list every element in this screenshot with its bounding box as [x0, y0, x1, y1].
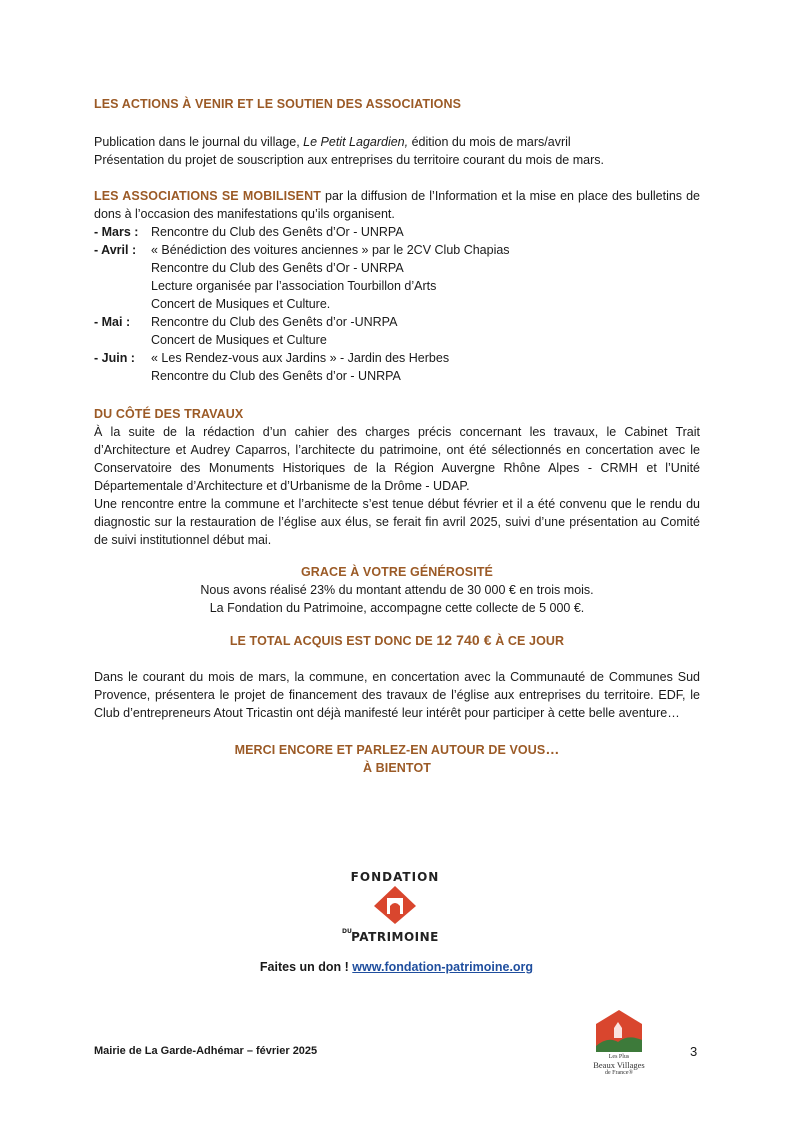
schedule-month: - Juin :	[94, 351, 135, 365]
schedule-items	[151, 241, 700, 313]
thanks-line	[94, 740, 700, 759]
schedule-item: Concert de Musiques et Culture	[151, 333, 327, 347]
schedule-month: - Mai :	[94, 315, 131, 329]
event-schedule	[94, 223, 700, 385]
schedule-items	[151, 349, 700, 385]
thanks-text: MERCI ENCORE ET PARLEZ-EN AUTOUR DE VOUS	[234, 743, 546, 757]
main-content	[94, 95, 700, 777]
village-logo-line2: Beaux Villages	[593, 1060, 645, 1070]
generosity-line2: La Fondation du Patrimoine, accompagne cette collecte de 5 000 €.	[209, 601, 585, 615]
schedule-item: Rencontre du Club des Genêts d’or - UNRPA	[151, 369, 401, 383]
schedule-item: Lecture organisée par l’association Tourbillon d’Arts	[151, 279, 437, 293]
logo-text-du: DU	[342, 928, 352, 935]
logo-text-fondation: FONDATION	[350, 870, 440, 884]
section-associations-intro	[94, 187, 700, 223]
schedule-item: Rencontre du Club des Genêts d’Or - UNRPA	[151, 261, 404, 275]
section-travaux-heading: DU CÔTÉ DES TRAVAUX	[94, 407, 244, 421]
section-actions-line1	[94, 133, 700, 151]
section-associations-heading: LES ASSOCIATIONS SE MOBILISENT	[94, 189, 321, 203]
schedule-items	[151, 223, 700, 241]
travaux-paragraph-1: À la suite de la rédaction d’un cahier des charges précis concernant les travaux, le Cabinet Trait d’Architecture et Audrey Caparros, l’architecte du patrimoine, ont été sélectionnés en concertation avec le Conservatoire des Monuments Historiques de la Région Auvergne Rhône Alpes - CRMH et l’Unité Départementale d’Architecture et d’Urbanisme de la Drôme - UDAP.	[94, 425, 700, 493]
page-number: 3	[690, 1044, 698, 1059]
total-amount: 12 740 €	[436, 632, 492, 648]
total-prefix: LE TOTAL ACQUIS EST DONC DE	[229, 634, 437, 648]
thanks-ellipsis: …	[545, 741, 560, 757]
schedule-row-avril	[94, 241, 700, 313]
plus-beaux-villages-logo	[588, 1008, 648, 1080]
village-logo-icon	[588, 1008, 650, 1054]
donation-link[interactable]: www.fondation-patrimoine.org	[352, 960, 534, 974]
schedule-row-mars	[94, 223, 700, 241]
footer-source: Mairie de La Garde-Adhémar – février 2025	[94, 1045, 318, 1057]
section-actions-line2: Présentation du projet de souscription aux entreprises du territoire courant du mois de mars.	[94, 153, 604, 167]
fondation-diamond-icon	[372, 885, 418, 925]
schedule-row-juin	[94, 349, 700, 385]
total-line	[94, 631, 700, 650]
donation-line	[0, 958, 793, 976]
schedule-item: « Les Rendez-vous aux Jardins » - Jardin des Herbes	[151, 351, 450, 365]
journal-title: Le Petit Lagardien,	[303, 135, 409, 149]
village-logo-text	[588, 1054, 650, 1077]
fondation-patrimoine-logo	[340, 868, 450, 943]
total-suffix: À CE JOUR	[491, 634, 565, 648]
closing-paragraph: Dans le courant du mois de mars, la commune, en concertation avec la Communauté de Communes Sud Provence, présentera le projet de financement des travaux de l’église aux entreprises du territoire. EDF, le Club d’entrepreneurs Atout Tricastin ont déjà manifesté leur intérêt pour participer à cette belle aventure…	[94, 670, 700, 720]
schedule-item: Rencontre du Club des Genêts d’Or - UNRPA	[151, 225, 404, 239]
goodbye-line: À BIENTOT	[362, 761, 432, 775]
associations-intro-text: par la diffusion de l’Information et la mise en place des bulletins de dons à l’occasion des manifestations qu’ils organisent.	[94, 189, 701, 221]
village-logo-line3: de France®	[604, 1070, 634, 1076]
schedule-row-mai	[94, 313, 700, 349]
schedule-month: - Mars :	[94, 225, 139, 239]
travaux-paragraph-2: Une rencontre entre la commune et l’architecte s’est tenue début février et il a été convenu que le rendu du diagnostic sur la restauration de l’église aux élus, se ferait fin avril 2025, suivi d’une présentation au Comité de suivi institutionnel début mai.	[94, 497, 700, 547]
line1-prefix: Publication dans le journal du village,	[94, 135, 304, 149]
schedule-item: Concert de Musiques et Culture.	[151, 297, 331, 311]
schedule-item: Rencontre du Club des Genêts d’or -UNRPA	[151, 315, 398, 329]
generosity-heading: GRACE À VOTRE GÉNÉROSITÉ	[300, 565, 493, 579]
line1-suffix: édition du mois de mars/avril	[408, 135, 571, 149]
schedule-items	[151, 313, 700, 349]
section-actions-heading: LES ACTIONS À VENIR ET LE SOUTIEN DES ASSOCIATIONS	[94, 97, 462, 111]
schedule-item: « Bénédiction des voitures anciennes » par le 2CV Club Chapias	[151, 243, 510, 257]
village-logo-line1: Les Plus	[608, 1054, 630, 1060]
donation-label: Faites un don !	[259, 960, 353, 974]
schedule-month: - Avril :	[94, 243, 137, 257]
logo-text-patrimoine: PATRIMOINE	[351, 930, 439, 944]
generosity-line1: Nous avons réalisé 23% du montant attendu de 30 000 € en trois mois.	[200, 583, 594, 597]
